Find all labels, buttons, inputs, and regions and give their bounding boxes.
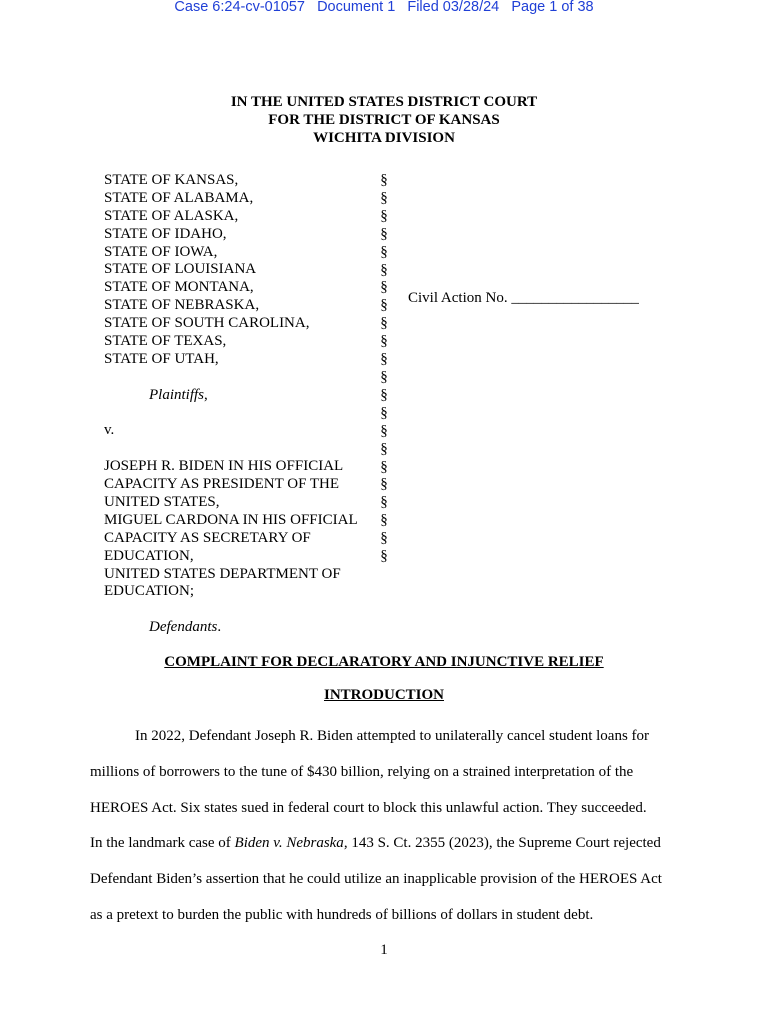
plaintiff-party: STATE OF LOUISIANA — [104, 261, 257, 278]
plaintiff-party: STATE OF NEBRASKA, — [104, 297, 260, 314]
section-symbol: § — [380, 243, 388, 260]
plaintiff-party: STATE OF ALABAMA, — [104, 189, 254, 206]
section-symbol: § — [380, 494, 388, 511]
plaintiffs-label-text: Plaintiffs — [149, 386, 205, 403]
section-symbol: § — [380, 386, 388, 403]
paragraph-line: millions of borrowers to the tune of $430 billion, relying on a strained interpretation of the — [90, 763, 634, 780]
filing-stamp: Case 6:24-cv-01057 Document 1 Filed 03/28/24 Page 1 of 38 — [174, 0, 594, 15]
section-symbol: § — [380, 207, 388, 224]
plaintiffs-label — [104, 387, 374, 405]
defendant-party: EDUCATION, — [104, 547, 194, 564]
plaintiff-party: STATE OF TEXAS, — [104, 333, 227, 350]
section-symbol: § — [380, 189, 388, 206]
court-line-3: WICHITA DIVISION — [313, 130, 455, 146]
defendants-label-text: Defendants — [149, 619, 218, 636]
paragraph-line: HEROES Act. Six states sued in federal court to block this unlawful action. They succeeded. — [90, 799, 647, 816]
plaintiff-party: STATE OF SOUTH CAROLINA, — [104, 315, 310, 332]
page-number: 1 — [380, 942, 388, 958]
plaintiff-party: STATE OF UTAH, — [104, 350, 219, 367]
plaintiff-party: STATE OF IOWA, — [104, 243, 218, 260]
paragraph-line: as a pretext to burden the public with hundreds of billions of dollars in student debt. — [90, 906, 594, 923]
plaintiff-party: STATE OF KANSAS, — [104, 172, 239, 188]
section-symbol: § — [380, 225, 388, 242]
section-symbol: § — [380, 172, 388, 188]
section-symbol: § — [380, 261, 388, 278]
case-citation: Biden v. Nebraska — [234, 835, 344, 852]
complaint-title: COMPLAINT FOR DECLARATORY AND INJUNCTIVE RELIEF — [164, 654, 604, 670]
section-symbol: § — [380, 351, 388, 368]
paragraph-line — [90, 826, 670, 862]
section-symbol: § — [380, 297, 388, 314]
civil-action-number: Civil Action No. _________________ — [408, 290, 639, 306]
versus: v. — [104, 422, 115, 439]
defendant-party: JOSEPH R. BIDEN IN HIS OFFICIAL — [104, 458, 344, 475]
court-line-1: IN THE UNITED STATES DISTRICT COURT — [230, 94, 538, 110]
section-symbol: § — [380, 368, 388, 385]
defendant-party: MIGUEL CARDONA IN HIS OFFICIAL — [104, 511, 358, 528]
paragraph-text: , 143 S. Ct. 2355 (2023), the Supreme Court rejected — [343, 835, 661, 852]
section-symbol: § — [380, 404, 388, 421]
defendants-label — [104, 619, 374, 637]
section-symbol: § — [380, 476, 388, 493]
paragraph-text: In the landmark case of — [90, 835, 235, 852]
plaintiff-party: STATE OF MONTANA, — [104, 279, 254, 296]
defendant-party: UNITED STATES DEPARTMENT OF — [104, 565, 341, 582]
section-symbol: § — [380, 530, 388, 547]
section-symbol: § — [380, 458, 388, 475]
paragraph-line: In 2022, Defendant Joseph R. Biden attempted to unilaterally cancel student loans for — [135, 728, 650, 744]
defendants-label-punct: . — [217, 619, 222, 636]
plaintiffs-label-punct: , — [204, 386, 208, 403]
section-symbol: § — [380, 440, 388, 457]
section-symbol-column — [378, 172, 390, 566]
section-heading-introduction: INTRODUCTION — [323, 687, 444, 703]
case-caption-parties — [104, 172, 374, 637]
defendant-party: CAPACITY AS SECRETARY OF — [104, 529, 311, 546]
section-symbol: § — [380, 422, 388, 439]
defendant-party: UNITED STATES, — [104, 494, 220, 511]
section-symbol: § — [380, 548, 388, 565]
plaintiff-party: STATE OF ALASKA, — [104, 207, 239, 224]
section-symbol: § — [380, 333, 388, 350]
court-heading — [0, 93, 768, 147]
section-symbol: § — [380, 315, 388, 332]
paragraph-line: Defendant Biden’s assertion that he could utilize an inapplicable provision of the HEROES Act — [90, 871, 662, 888]
section-symbol: § — [380, 512, 388, 529]
introduction-paragraph — [90, 719, 670, 934]
section-symbol: § — [380, 279, 388, 296]
court-line-2: FOR THE DISTRICT OF KANSAS — [268, 112, 500, 128]
defendant-party: EDUCATION; — [104, 583, 194, 600]
plaintiff-party: STATE OF IDAHO, — [104, 225, 227, 242]
defendant-party: CAPACITY AS PRESIDENT OF THE — [104, 476, 340, 493]
